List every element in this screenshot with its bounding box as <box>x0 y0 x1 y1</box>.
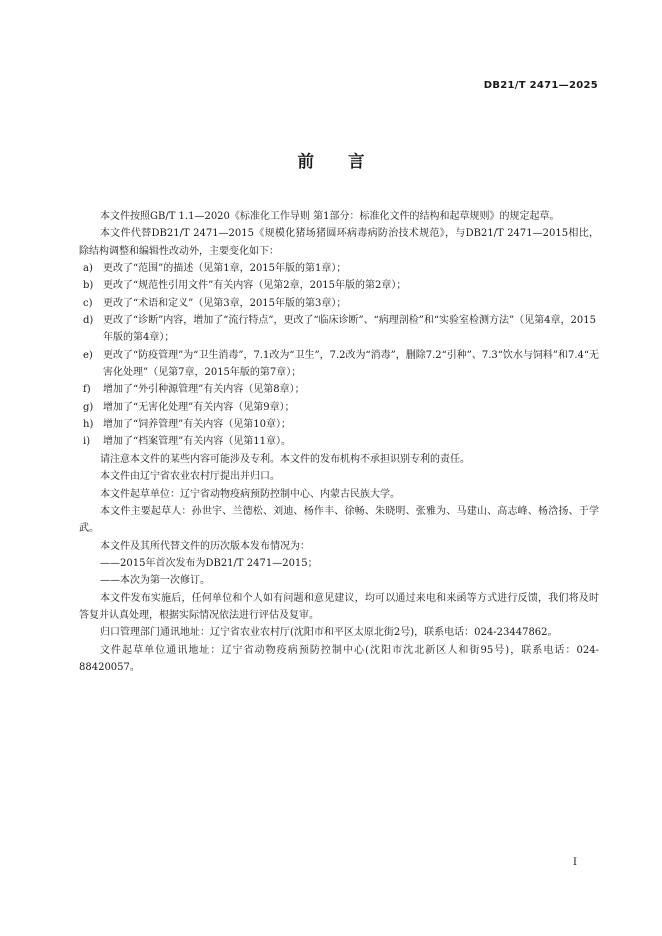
page-number: I <box>573 857 577 868</box>
body-paragraph: ——本次为第一次修订。 <box>100 575 210 587</box>
body-paragraph: 归口管理部门通讯地址：辽宁省农业农村厅(沈阳市和平区太原北街2号)，联系电话：024-23447862。 <box>100 627 558 639</box>
document-code: DB21/T 2471—2025 <box>483 80 598 91</box>
body-paragraph: 本文件发布实施后，任何单位和个人如有问题和意见建议，均可以通过来电和来函等方式进行反馈，我们将及时答复并认真处理，根据实际情况依法进行评估及复审。 <box>79 592 599 621</box>
body-paragraph: 本文件代替DB21/T 2471—2015《规模化猪场猪圆环病毒病防治技术规范》，与DB21/T 2471—2015相比，除结构调整和编辑性改动外，主要变化如下： <box>79 228 599 257</box>
list-item-text: 增加了“无害化处理”有关内容（见第9章）； <box>103 401 295 413</box>
list-marker: i) <box>83 436 91 448</box>
change-list-item <box>79 295 599 312</box>
list-marker: d) <box>83 315 94 327</box>
change-list-item <box>79 277 599 294</box>
list-marker: g) <box>83 401 94 413</box>
list-marker: f) <box>83 384 91 396</box>
list-item-text: 增加了“档案管理”有关内容（见第11章）。 <box>103 436 291 448</box>
change-list-item <box>79 347 599 382</box>
list-item-text: 增加了“外引种源管理”有关内容（见第8章）； <box>103 384 305 396</box>
change-list-item <box>79 416 599 433</box>
change-list-item <box>79 381 599 398</box>
list-item-text: 更改了“规范性引用文件”有关内容（见第2章，2015年版的第2章）； <box>103 280 407 292</box>
page-title: 前言 <box>297 152 399 171</box>
list-marker: b) <box>83 280 94 292</box>
body-paragraph: 本文件起草单位：辽宁省动物疫病预防控制中心、内蒙古民族大学。 <box>100 488 400 500</box>
document-body <box>79 208 599 676</box>
body-paragraph: 请注意本文件的某些内容可能涉及专利。本文件的发布机构不承担识别专利的责任。 <box>100 453 470 465</box>
list-item-text: 更改了“术语和定义”（见第3章，2015年版的第3章）； <box>103 297 347 309</box>
change-list-item <box>79 399 599 416</box>
body-paragraph: 文件起草单位通讯地址：辽宁省动物疫病预防控制中心(沈阳市沈北新区人和街95号)，联系电话：024-88420057。 <box>79 644 599 673</box>
body-paragraph: 本文件按照GB/T 1.1—2020《标准化工作导则 第1部分：标准化文件的结构和起草规则》的规定起草。 <box>100 211 560 222</box>
list-item-text: 增加了“饲养管理”有关内容（见第10章）； <box>103 419 291 431</box>
list-marker: h) <box>83 419 94 431</box>
list-marker: e) <box>83 349 93 361</box>
list-item-text: 更改了“范围”的描述（见第1章，2015年版的第1章）； <box>103 263 347 275</box>
body-paragraph: 本文件及其所代替文件的历次版本发布情况为： <box>100 540 310 552</box>
body-paragraph: ——2015年首次发布为DB21/T 2471—2015； <box>100 557 318 569</box>
list-item-text: 更改了“防疫管理”为“卫生消毒”，7.1改为“卫生”，7.2改为“消毒”，删除7.2“引种”、7.3“饮水与饲料”和7.4“无害化处理”（见第7章，2015年版的第7章）； <box>103 349 599 379</box>
list-marker: a) <box>83 263 93 275</box>
change-list-item <box>79 433 599 450</box>
list-marker: c) <box>83 297 93 309</box>
body-paragraph: 本文件由辽宁省农业农村厅提出并归口。 <box>100 471 280 483</box>
list-item-text: 更改了“诊断”内容，增加了“流行特点”，更改了“临床诊断”、“病理剖检”和“实验室检测方法”（见第4章，2015年版的第4章）； <box>103 315 596 344</box>
body-paragraph: 本文件主要起草人：孙世宇、兰德松、刘迪、杨作丰、徐畅、朱晓明、张雅为、马建山、高志峰、杨浛扬、于学武。 <box>79 505 599 535</box>
change-list-item <box>79 260 599 277</box>
change-list-item <box>79 312 599 347</box>
